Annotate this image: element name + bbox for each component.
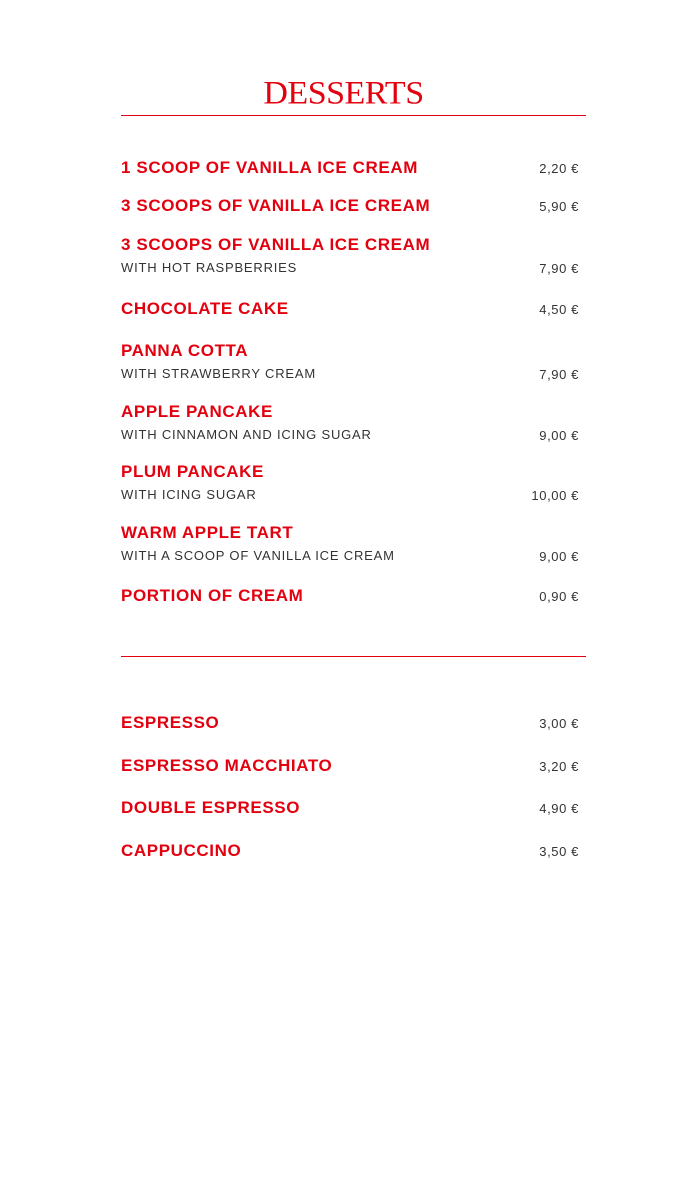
menu-item — [121, 756, 579, 776]
item-name: WARM APPLE TART — [121, 523, 294, 542]
item-price: 7,90 € — [539, 261, 579, 276]
menu-item — [121, 341, 579, 382]
item-price: 4,90 € — [539, 801, 579, 816]
item-name: CHOCOLATE CAKE — [121, 299, 289, 318]
page-title: DESSERTS — [263, 75, 424, 112]
menu-item — [121, 196, 579, 216]
menu-item — [121, 841, 579, 861]
item-description: WITH HOT RASPBERRIES — [121, 260, 298, 275]
item-name: PORTION OF CREAM — [121, 586, 304, 605]
item-name: APPLE PANCAKE — [121, 402, 274, 421]
item-price: 5,90 € — [539, 199, 579, 214]
item-name: 3 SCOOPS OF VANILLA ICE CREAM — [121, 235, 431, 254]
item-price: 9,00 € — [539, 549, 579, 564]
menu-item — [121, 158, 579, 178]
item-description: WITH STRAWBERRY CREAM — [121, 366, 316, 381]
item-price: 3,00 € — [539, 716, 579, 731]
section-divider — [121, 656, 586, 657]
item-price: 9,00 € — [539, 428, 579, 443]
item-price: 2,20 € — [539, 161, 579, 176]
item-price: 4,50 € — [539, 302, 579, 317]
item-name: 3 SCOOPS OF VANILLA ICE CREAM — [121, 196, 431, 215]
item-price: 3,50 € — [539, 844, 579, 859]
item-name: PANNA COTTA — [121, 341, 249, 360]
item-description: WITH A SCOOP OF VANILLA ICE CREAM — [121, 548, 395, 563]
item-name: 1 SCOOP OF VANILLA ICE CREAM — [121, 158, 419, 177]
menu-item — [121, 402, 579, 443]
menu-item — [121, 713, 579, 733]
item-price: 3,20 € — [539, 759, 579, 774]
menu-item — [121, 235, 579, 276]
item-description: WITH CINNAMON AND ICING SUGAR — [121, 427, 372, 442]
item-name: ESPRESSO — [121, 713, 220, 732]
item-name: PLUM PANCAKE — [121, 462, 264, 481]
menu-item — [121, 523, 579, 564]
item-name: CAPPUCCINO — [121, 841, 242, 860]
item-name: ESPRESSO MACCHIATO — [121, 756, 333, 775]
item-name: DOUBLE ESPRESSO — [121, 798, 301, 817]
menu-item — [121, 586, 579, 606]
item-price: 0,90 € — [539, 589, 579, 604]
item-price: 10,00 € — [531, 488, 579, 503]
item-description: WITH ICING SUGAR — [121, 487, 257, 502]
title-divider — [121, 115, 586, 116]
menu-item — [121, 299, 579, 319]
menu-item — [121, 462, 579, 503]
menu-item — [121, 798, 579, 818]
item-price: 7,90 € — [539, 367, 579, 382]
